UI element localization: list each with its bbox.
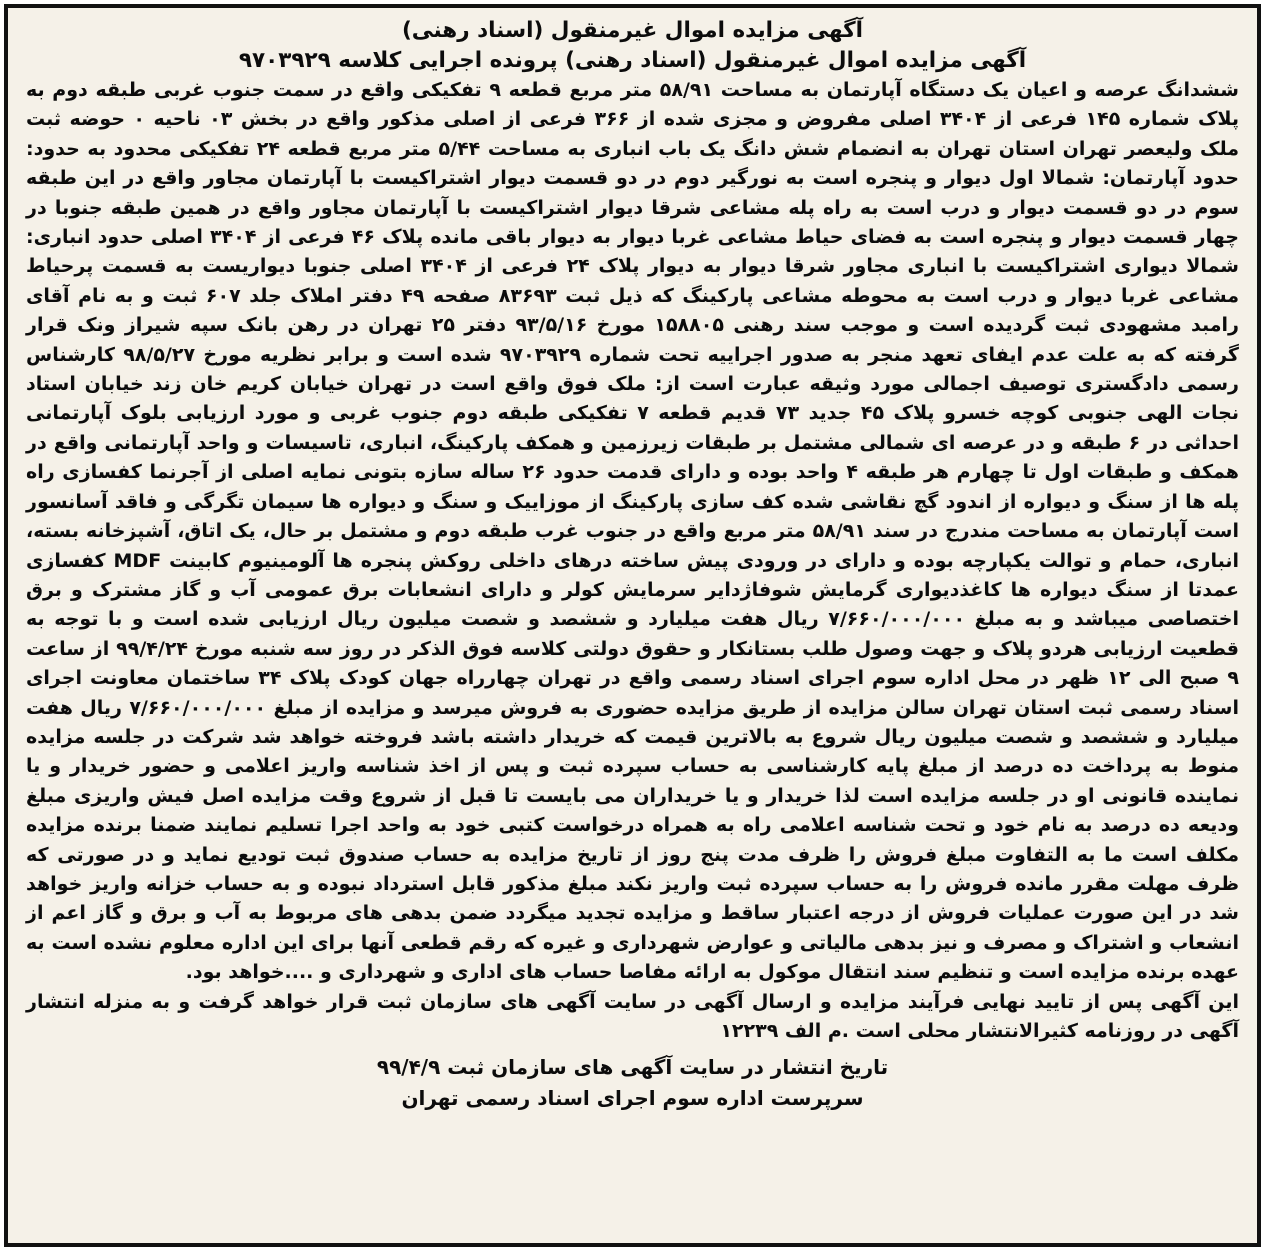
- notice-subtitle: آگهی مزایده اموال غیرمنقول (اسناد رهنی) پرونده اجرایی کلاسه ۹۷۰۳۹۲۹: [238, 48, 1027, 73]
- notice-title: آگهی مزایده اموال غیرمنقول (اسناد رهنی): [401, 18, 864, 43]
- notice-body: ششدانگ عرصه و اعیان یک دستگاه آپارتمان به مساحت ۵۸/۹۱ متر مربع قطعه ۹ تفکیکی واقع در سمت جنوب غربی طبقه دوم به پلاک شماره ۱۴۵ فرعی از ۳۴۰۴ اصلی مفروض و مجزی شده از ۳۶۶ فرعی از اصلی مذکور واقع در بخش ۰۳ ناحیه ۰ حوضه ثبت ملک ولیعصر تهران استان تهران به انضمام شش دانگ یک باب انباری به مساحت ۵/۴۴ متر مربع قطعه ۲۴ تفکیکی محدود به حدود: حدود آپارتمان: شمالا اول دیوار و پنجره است به نورگیر دوم در دو قسمت دیوار اشتراکیست با آپارتمان مجاور واقع در این طبقه سوم در دو قسمت دیوار و درب است به راه پله مشاعی شرقا دیوار اشتراکیست با آپارتمان مجاور واقع در همین طبقه جنوبا در چهار قسمت دیوار و پنجره است به فضای حیاط مشاعی غربا دیوار به دیوار باقی مانده پلاک ۴۶ فرعی از ۳۴۰۴ اصلی حدود انباری: شمالا دیواری اشتراکیست با انباری مجاور شرقا دیوار به دیوار پلاک ۲۴ فرعی از ۳۴۰۴ اصلی جنوبا دیواریست به قسمت پرحیاط مشاعی غربا دیوار و درب است به محوطه مشاعی پارکینگ که ذیل ثبت ۸۳۶۹۳ صفحه ۴۹ دفتر املاک جلد ۶۰۷ ثبت و به نام آقای رامبد مشهودی ثبت گردیده است و موجب سند رهنی ۱۵۸۸۰۵ مورخ ۹۳/۵/۱۶ دفتر ۲۵ تهران در رهن بانک سپه شیراز ونک قرار گرفته که به علت عدم ایفای تعهد منجر به صدور اجراییه تحت شماره ۹۷۰۳۹۲۹ شده است و برابر نظریه مورخ ۹۸/۵/۲۷ کارشناس رسمی دادگستری توصیف اجمالی مورد وثیقه عبارت است از: ملک فوق واقع است در تهران خیابان کریم خان زند خیابان استاد نجات الهی جنوبی کوچه خسرو پلاک ۴۵ جدید ۷۳ قدیم قطعه ۷ تفکیکی طبقه دوم جنوب غربی و مورد ارزیابی بلوک آپارتمانی احداثی در ۶ طبقه و در عرصه ای شمالی مشتمل بر طبقات زیرزمین و همکف پارکینگ، انباری، تاسیسات و واحد آپارتمانی واقع در همکف و طبقات اول تا چهارم هر طبقه ۴ واحد بوده و دارای قدمت حدود ۲۶ ساله سازه بتونی نمایه اصلی از آجرنما کفسازی راه پله ها از سنگ و دیواره از اندود گچ نقاشی شده کف سازی پارکینگ از موزاییک و سنگ و دیواره ها سیمان تگرگی و فاقد آسانسور است آپارتمان به مساحت مندرج در سند ۵۸/۹۱ متر مربع واقع در جنوب غرب طبقه دوم و مشتمل بر حال، یک اتاق، آشپزخانه بسته، انباری، حمام و توالت یکپارچه بوده و دارای در ورودی پیش ساخته درهای داخلی روکش پنجره ها آلومینیوم کابینت MDF کفسازی عمدتا از سنگ دیواره ها کاغذدیواری گرمایش شوفاژدایر سرمایش کولر و دارای انشعابات برق عمومی آب و گاز مشترک و برق اختصاصی میباشد و به مبلغ ۷/۶۶۰/۰۰۰/۰۰۰ ریال هفت میلیارد و ششصد و شصت میلیون ریال ارزیابی شده است و با توجه به قطعیت ارزیابی هردو پلاک و جهت وصول طلب بستانکار و حقوق دولتی کلاسه فوق الذکر در روز سه شنبه مورخ ۹۹/۴/۲۴ از ساعت ۹ صبح الی ۱۲ ظهر در محل اداره سوم اجرای اسناد رسمی واقع در تهران چهارراه جهان کودک پلاک ۳۴ ساختمان معاونت اجرای اسناد رسمی ثبت استان تهران سالن مزایده از طریق مزایده حضوری به فروش میرسد و مزایده از مبلغ ۷/۶۶۰/۰۰۰/۰۰۰ ریال هفت میلیارد و ششصد و شصت میلیون ریال شروع به بالاترین قیمت که خریدار داشته باشد فروخته خواهد شد شرکت در جلسه مزایده منوط به پرداخت ده درصد از مبلغ پایه کارشناسی به حساب سپرده ثبت و پس از اخذ شناسه واریز اعلامی و حضور خریدار و یا نماینده قانونی او در جلسه مزایده است لذا خریدار و یا خریداران می بایست تا قبل از شروع وقت مزایده اصل فیش واریزی مبلغ ودیعه ده درصد به نام خود و تحت شناسه اعلامی راه به همراه درخواست کتبی خود به واحد اجرا تسلیم نمایند ضمنا برنده مزایده مکلف است ما به التفاوت مبلغ فروش را ظرف مدت پنج روز از تاریخ مزایده به حساب صندوق ثبت تودیع نماید و در صورتی که ظرف مهلت مقرر مانده فروش را به حساب سپرده ثبت واریز نکند مبلغ مذکور قابل استرداد نبوده و به حساب خزانه واریز خواهد شد در این صورت عملیات فروش از درجه اعتبار ساقط و مزایده تجدید میگردد ضمن بدهی های مربوط به آب و برق و گاز اعم از انشعاب و اشتراک و مصرف و نیز بدهی مالیاتی و عوارض شهرداری و غیره که رقم قطعی آنها برای این اداره معلوم نشده است به عهده برنده مزایده است و تنظیم سند انتقال موکول به ارائه مفاصا حساب های اداری و شهرداری و ....خواهد بود.: [26, 79, 1240, 984]
- publication-note: این آگهی پس از تایید نهایی فرآیند مزایده و ارسال آگهی در سایت آگهی های سازمان ثبت قرار خواهد گرفت و به منزله انتشار آگهی در روزنامه کثیرالانتشار محلی است .م الف ۱۲۲۳۹: [26, 990, 1239, 1042]
- publish-date-line: تاریخ انتشار در سایت آگهی های سازمان ثبت ۹۹/۴/۹: [376, 1055, 889, 1080]
- signature-line: سرپرست اداره سوم اجرای اسناد رسمی تهران: [401, 1086, 864, 1111]
- auction-notice-clipping: [4, 4, 1261, 1247]
